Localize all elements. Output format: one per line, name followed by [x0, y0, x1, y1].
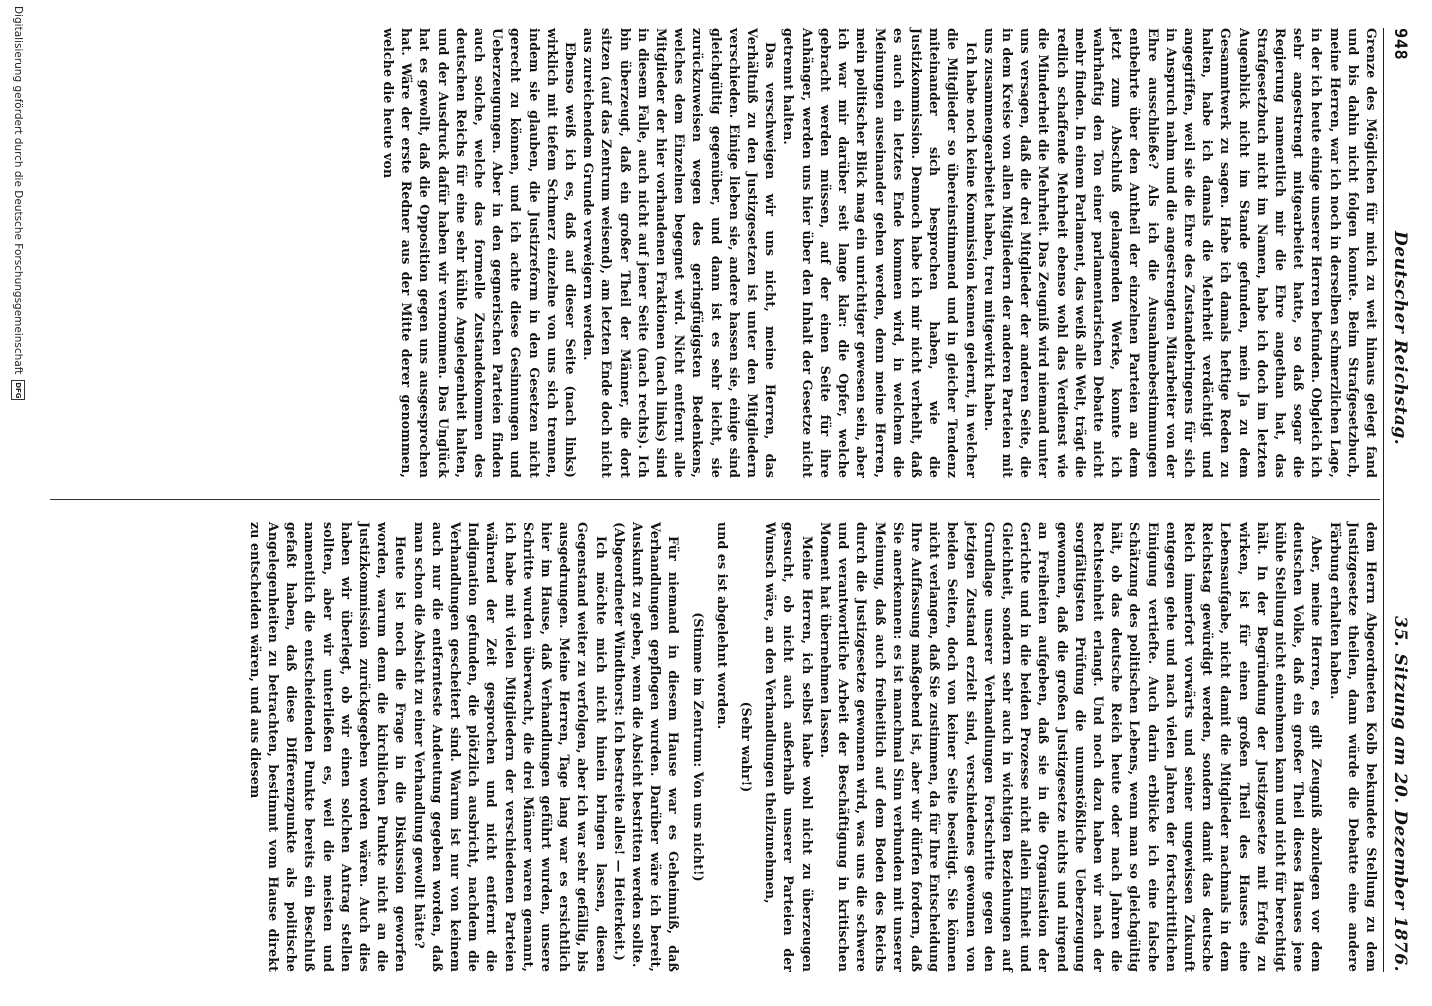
- column-rule: [50, 499, 1380, 500]
- footer: [8, 0, 28, 1006]
- paragraph: Ebenso weiß ich es, daß auf dieser Seite (nach links) wirklich mit tiefem Schmerz einzelne von uns sich trennen, indem sie glauben, die Justizreform in den Gesetzen nicht gerecht zu können, und ich achte diese Gesinnungen und Ueberzeugungen. Aber in den gegnerischen Parteien finden auch solche, welche das formelle Zustandekommen des deutschen Reichs für eine sehr kühle Angelegenheit halten, und der Ausdruck dafür haben wir vernommen. Das Unglück hat es gewollt, daß die Opposition gegen uns ausgesprochen hat. Wäre der erste Redner aus der Mitte derer genommen, welche die heute von: [381, 28, 579, 478]
- paragraph: Das verschweigen wir uns nicht, meine Herren, das Verhältniß zu den Justizgesetzen ist unter den Mitgliedern verschieden. Einige lieben sie, andere hassen sie, einige sind gleichgültig gegenüber, und dann ist es sehr leicht, sie zurückzuweisen wegen des geringfügigsten Bedenkens, welches dem Einzelnen begegnet wird. Nicht entfernt alle Mitglieder der hier vorhandenen Fraktionen (nach links) sind in diesem Falle, auch nicht auf jener Seite (nach rechts). Ich bin überzeugt, daß ein großer Theil der Männer, die dort sitzen (auf das Zentrum weisend), am letzten Ende doch nicht aus zureichendem Grunde verweigern werden.: [581, 28, 779, 478]
- paragraph: Meine Herren, ich selbst habe wohl nicht zu überzeugen gesucht, ob nicht auch außerhalb unserer Parteien der Wunsch wäre, an den Verhandlungen theilzunehmen,: [763, 522, 815, 972]
- right-column: [40, 522, 1380, 972]
- paragraph: Aber, meine Herren, es gilt Zeugniß abzulegen vor dem deutschen Volke, daß ein großer Theil dieses Hauses jene kühle Stellung nicht einnehmen kann und nicht für berechtigt hält. In der Begründung der Justizgesetze mit Erfolg zu wirken, ist für einen großen Theil des Hauses eine Lebensaufgabe, nicht damit die Mitglieder nachmals in dem Reichstag gewürdigt werden, sondern damit das deutsche Reich immerfort vorwärts und seiner ungewissen Zukunft entgegen gehe und nach vielen Jahren der fortschrittlichen Einigung vertiefte. Auch darin erblicke ich eine falsche Schätzung des politischen Lebens, wenn man so gleichgültig hält, ob das deutsche Reich heute oder nach Jahren die Rechtseinheit erlangt. Und noch dazu haben wir nach der sorgfältigsten Prüfung die unumstößliche Ueberzeugung gewonnen, daß die großen Justizgesetze nichts und nirgend an Freiheiten aufgeben, daß sie in die Organisation der Gerichte und in die beiden Prozesse nicht allein Einheit und Gleichheit, sondern sehr auch in wichtigen Beziehungen auf Grundlage unserer Verhandlungen Fortschritte gegen den jetzigen Zustand erzielt sind, verschiedenes gewonnen von beiden Seiten, doch von keiner Seite beseitigt. Sie können nicht verlangen, daß Sie zustimmen, da für Ihre Entscheidung Ihre Auffassung maßgebend ist, aber wir dürfen fordern, daß Sie anerkennen: es ist manchmal Sinn verbunden mit unserer Meinung, daß auch freiheitlich auf dem Boden des Reichs durch die Justizgesetze gewonnen wird, was uns die schwere und verantwortliche Arbeit der Beschäftigung in kritischen Moment hat übernehmen lassen.: [817, 522, 1325, 972]
- page-header: [1386, 28, 1414, 972]
- paragraph: Heute ist noch die Frage in die Diskussion geworfen worden, warum denn die kirchlichen Punkte nicht an die Justizkommission zurückgegeben worden wären. Auch dies haben wir überlegt, ob wir einen solchen Antrag stellen sollten, aber wir unterließen es, weil die meisten und namentlich die entscheidenden Punkte bereits ein Beschluß gefaßt haben, daß diese Differenzpunkte als politische Angelegenheiten zu betrachten, bestimmt vom Hause direkt zu entscheiden wären, und aus diesem: [247, 522, 409, 972]
- paragraph: Für niemand in diesem Hause war es Geheimniß, daß Verhandlungen gepflogen wurden. Darüber wäre ich bereit, Auskunft zu geben, wenn die Absicht bestritten werden sollte.: [630, 522, 682, 972]
- header-rule: [1383, 28, 1384, 972]
- interjection: (Sehr wahr!): [739, 701, 755, 793]
- paragraph: Ich habe noch keine Kommission kennen gelernt, in welcher die Mitglieder so übereinstimmend und in gleicher Tendenz miteinander sich besprochen haben, wie die Justizkommission. Dennoch habe ich mir nicht verhehlt, daß es auch ein letztes Ende kommen wird, in welchem die Meinungen auseinander gehen werden, denn meine Herren, mein politischer Blick mag ein unrichtiger gewesen sein, aber ich war mir darüber seit lange klar: die Opfer, welche gebracht werden müssen, auf der einen Seite für ihre Anhänger, werden uns hier über den Inhalt der Gesetze nicht getrennt halten.: [781, 28, 979, 478]
- page-title: Deutscher Reichstag.: [1390, 231, 1410, 446]
- paragraph: Grenze des Möglichen für mich zu weit hinaus gelegt fand und bis dahin nicht folgen konnte. Beim Strafgesetzbuch, meine Herren, war ich noch in derselben schmerzlichen Lage, in der ich heute einige unserer Herren befunden. Obgleich ich sehr angestrengt mitgearbeitet hatte, so daß sogar die Regierung namentlich mir die Ehre angethan hat, das Strafgesetzbuch nicht im Namen, habe ich doch im letzten Augenblick nicht im Stande gefunden, mein Ja zu dem Gesammtwerk zu sagen. Habe ich damals heftige Reden zu halten, habe ich damals die Mehrheit verdächtigt und angegriffen, weil sie die Ehre des Zustandebringens für sich in Anspruch nahm und die angestrengten Mitarbeiter von der Ehre ausschließe? Als ich die Ausnahmebestimmungen entbehrte über den Antheil der einzelnen Parteien an dem jetzt zum Abschluß gelangenden Werke, konnte ich wahrhaftig den Ton einer parlamentarischen Debatte nicht mehr finden. In einem Parlament, das weiß alle Welt, trägt die redlich schaffende Mehrheit ebenso wohl das Verdienst wie die Minderheit die Mehrheit. Das Zeugniß wird niemand unter uns versagen, daß die drei Mitglieder der anderen Seite, die in dem Kreise von allen Mitgliedern der anderen Parteien mit uns zusammengearbeitet haben, treu mitgewirkt haben.: [981, 28, 1379, 478]
- interjection-line: (Abgeordneter Windthorst: Ich bestreite alles! — Heiterkeit.): [611, 522, 627, 961]
- page-number: 948: [1390, 28, 1410, 61]
- interjection: (Stimme im Zentrum: Von uns nicht!): [690, 612, 706, 882]
- session-info: 35. Sitzung am 20. Dezember 1876.: [1390, 615, 1410, 972]
- paragraph: Ich möchte mich nicht hinein bringen lassen, diesen Gegenstand weiter zu verfolgen, aber ich war sehr gefällig, bis ausgedrungen. Meine Herren, Tage lang war es ersichtlich hier im Hause, daß Verhandlungen geführt wurden, unsere Schritte wurden überwacht, die drei Männer waren genannt, ich habe mit vielen Mitgliedern der verschiedenen Parteien während der Zeit gesprochen und nicht entfernt die Indignation gefunden, die plötzlich ausbricht, nachdem die Verhandlungen gescheitert sind. Warum ist nur von keinem auch nur die entfernteste Andeutung gegeben worden, daß man schon die Absicht zu einer Verhandlung gewollt hätte?: [411, 522, 609, 972]
- footer-text: Digitalisierung gefördert durch die Deutsche Forschungsgemeinschaft: [12, 6, 24, 375]
- dfg-logo-icon: DFG: [11, 380, 25, 400]
- left-column: [40, 28, 1380, 478]
- closing-line: und es ist abgelehnt worden.: [714, 522, 730, 730]
- paragraph: dem Herrn Abgeordneten Kolb bekundete Stellung zu dem Justizgesetze theilen, dann würde die Debatte eine andere Färbung erhalten haben.: [1327, 522, 1379, 972]
